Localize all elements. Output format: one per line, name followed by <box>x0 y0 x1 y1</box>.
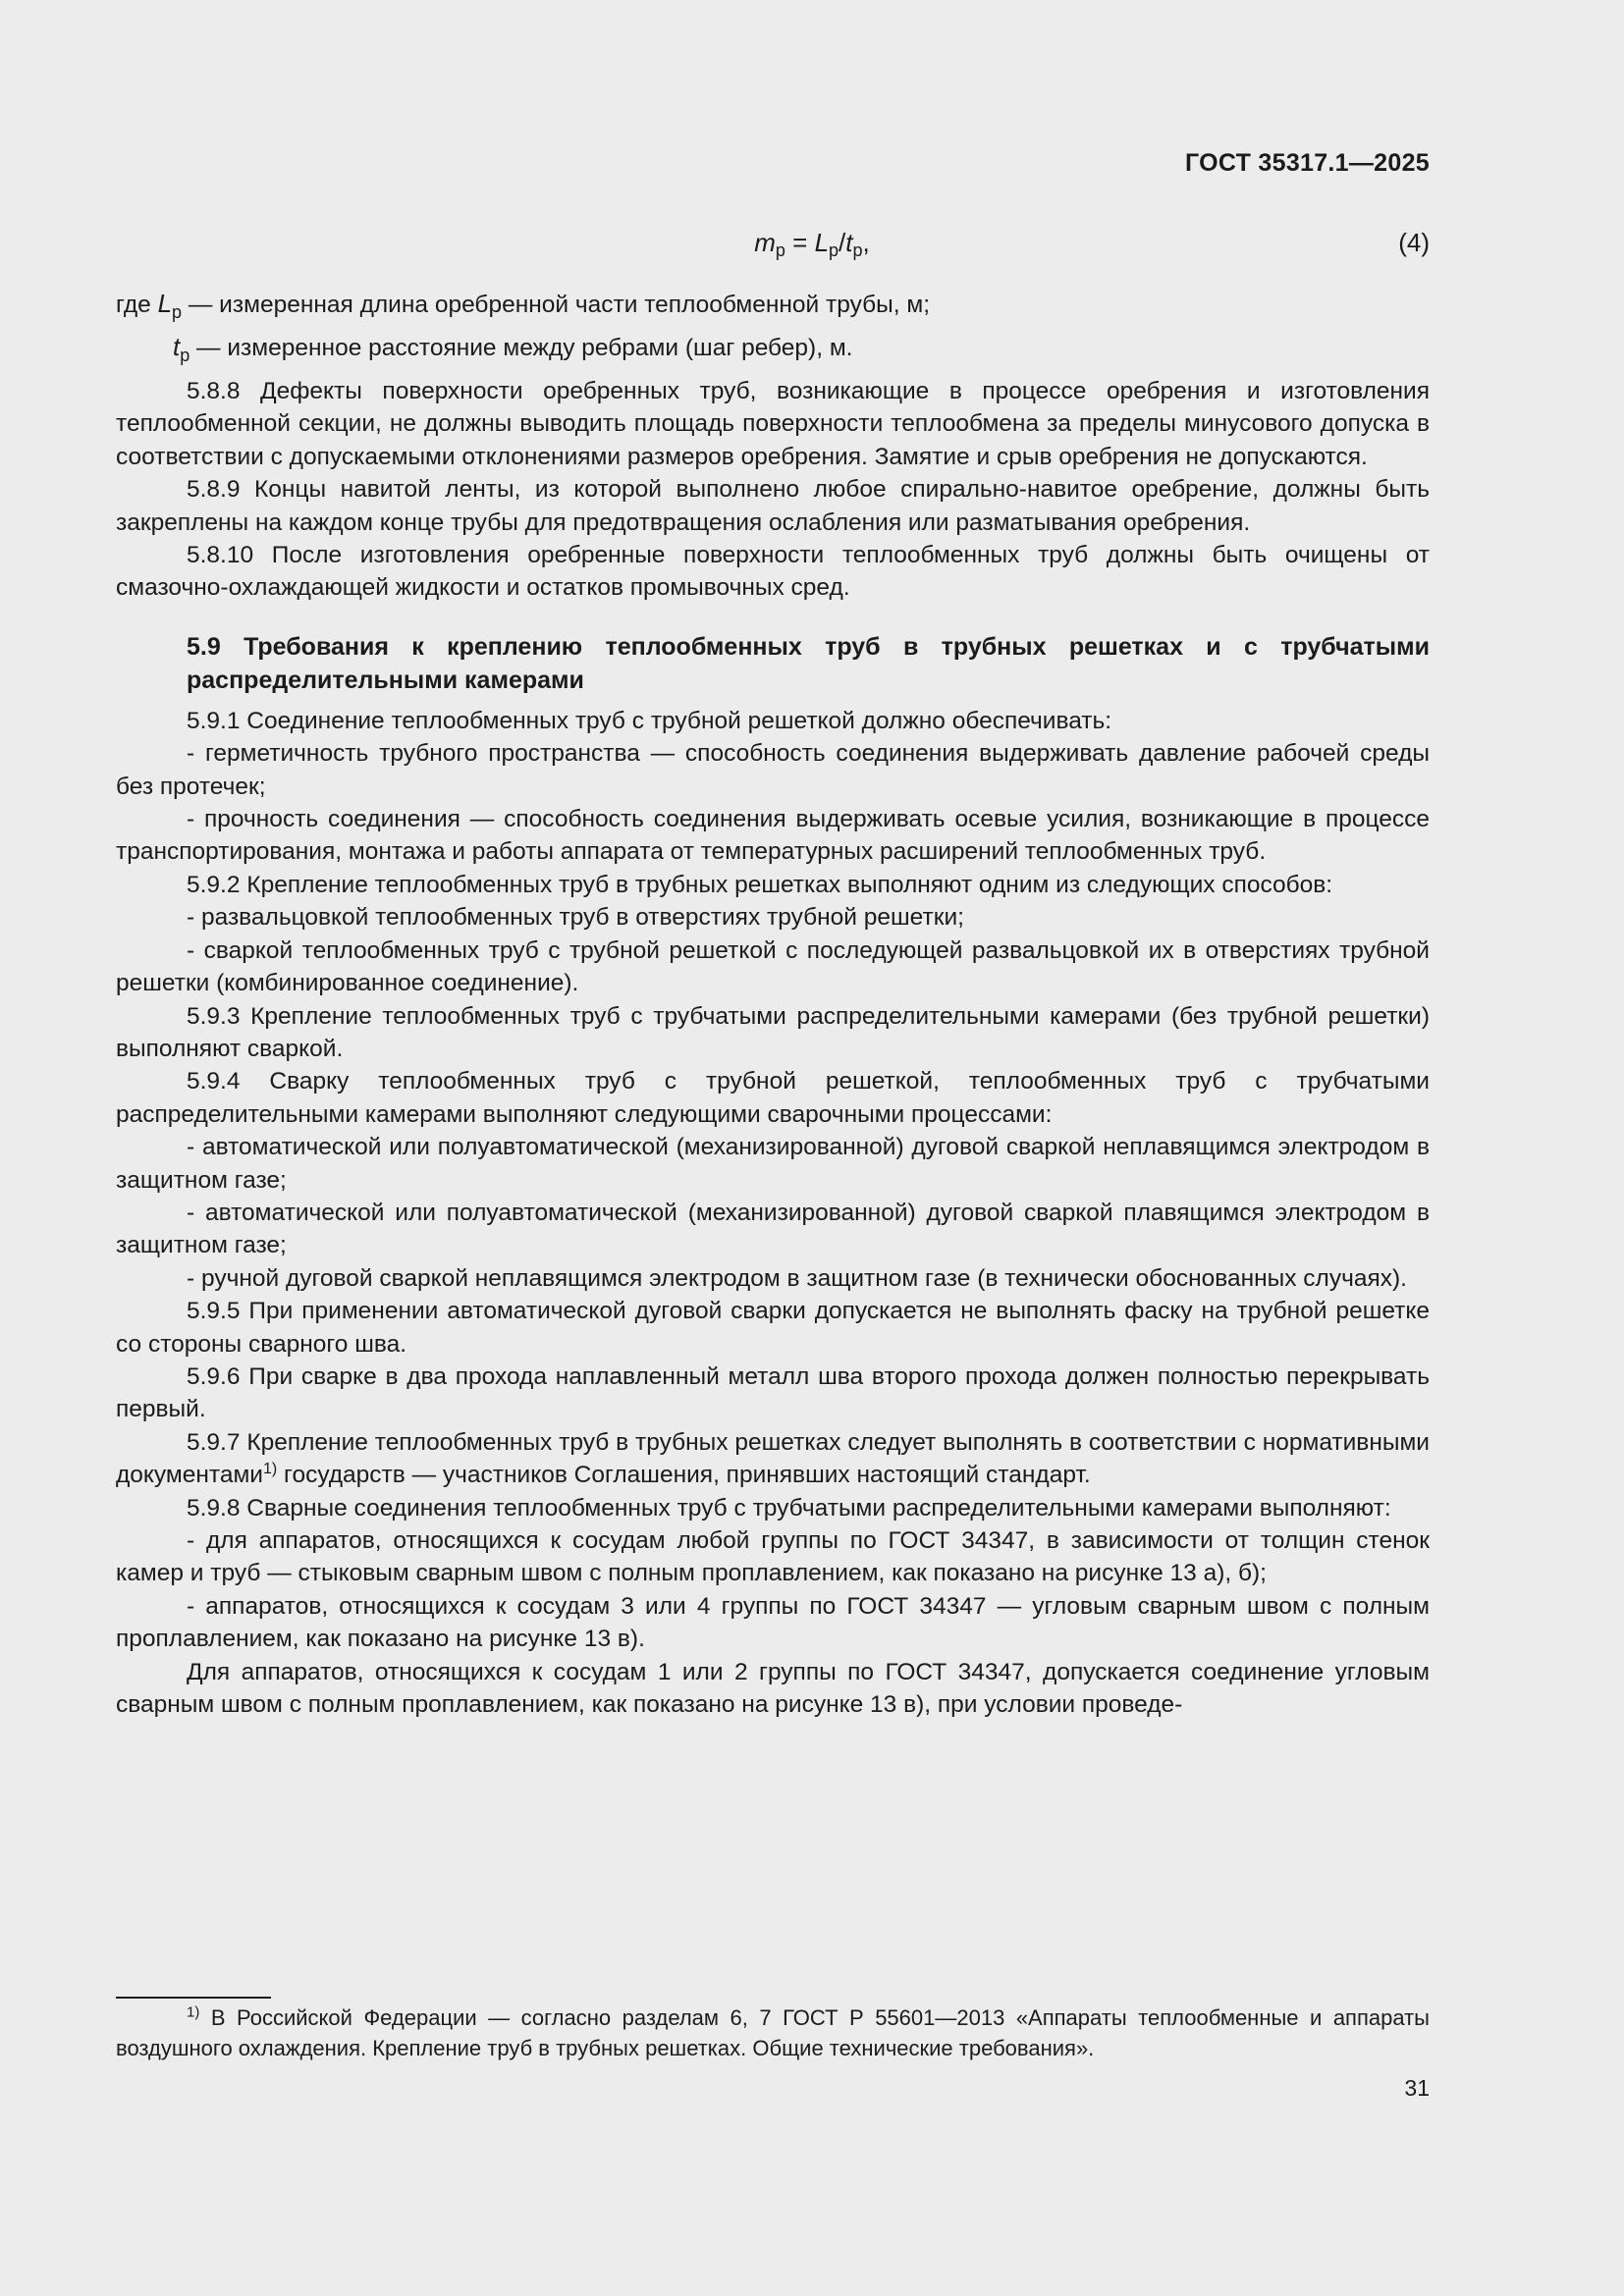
footnote-reference[interactable]: 1) <box>263 1461 278 1478</box>
paragraph: 5.8.8 Дефекты поверхности оребренных труб, возникающие в процессе оребрения и изготовления теплообменной секции, не должны выводить площадь поверхности теплообмена за пределы минусового допуска в соответствии с допускаемыми отклонениями размеров оребрения. Замятие и срыв оребрения не допускаются. <box>116 378 1430 470</box>
paragraph: Для аппаратов, относящихся к сосудам 1 или 2 группы по ГОСТ 34347, допускается соединение угловым сварным швом с полным проплавлением, как показано на рисунке 13 в), при условии проведе- <box>116 1658 1430 1719</box>
list-item: - аппаратов, относящихся к сосудам 3 или 4 группы по ГОСТ 34347 — угловым сварным швом с полным проплавлением, как показано на рисунке 13 в). <box>116 1592 1430 1653</box>
legend-text: — измеренная длина оребренной части теплообменной трубы, м; <box>182 292 931 318</box>
paragraph: 5.9.2 Крепление теплообменных труб в трубных решетках выполняют одним из следующих способов: <box>187 871 1333 898</box>
paragraph: 5.8.9 Концы навитой ленты, из которой выполнено любое спирально-навитое оребрение, должны быть закреплены на каждом конце трубы для предотвращения ослабления или разматывания оребрения. <box>116 476 1430 536</box>
legend-text: — измеренное расстояние между ребрами (шаг ребер), м. <box>189 335 853 361</box>
paragraph: 5.8.10 После изготовления оребренные поверхности теплообменных труб должны быть очищены от смазочно-охлаждающей жидкости и остатков промывочных сред. <box>116 542 1430 602</box>
body-text <box>116 369 1430 1721</box>
footnote-separator <box>116 1997 271 1999</box>
formula-symbol-m: m <box>754 228 776 257</box>
footnote-marker: 1) <box>187 2003 200 2021</box>
legend-row-t <box>116 330 930 373</box>
paragraph: 5.9.5 При применении автоматической дуговой сварки допускается не выполнять фаску на трубной решетке со стороны сварного шва. <box>116 1298 1430 1358</box>
formula-symbol-t: t <box>845 228 853 257</box>
list-item: - автоматической или полуавтоматической (механизированной) дуговой сваркой неплавящимся электродом в защитном газе; <box>116 1134 1430 1194</box>
legend-symbol: L <box>157 289 173 318</box>
formula-legend <box>116 287 930 373</box>
formula-symbol-l: L <box>814 228 830 257</box>
list-item: - ручной дуговой сваркой неплавящимся электродом в защитном газе (в технически обоснованных случаях). <box>187 1264 1407 1292</box>
list-item: - развальцовкой теплообменных труб в отверстиях трубной решетки; <box>187 904 964 932</box>
page-number: 31 <box>1404 2075 1430 2101</box>
formula-number: (4) <box>1398 228 1430 257</box>
list-item: - для аппаратов, относящихся к сосудам любой группы по ГОСТ 34347, в зависимости от толщин стенок камер и труб — стыковым сварным швом с полным проплавлением, как показано на рисунке 13 а), б); <box>116 1527 1430 1587</box>
paragraph: 5.9.4 Сварку теплообменных труб с трубной решеткой, теплообменных труб с трубчатыми распределительными камерами выполняют следующими сварочными процессами: <box>116 1068 1430 1128</box>
legend-prefix: где <box>116 292 158 318</box>
paragraph: 5.9.8 Сварные соединения теплообменных труб с трубчатыми распределительными камерами выполняют: <box>187 1494 1391 1522</box>
list-item: - автоматической или полуавтоматической (механизированной) дуговой сваркой плавящимся электродом в защитном газе; <box>116 1199 1430 1259</box>
paragraph: 5.9.3 Крепление теплообменных труб с трубчатыми распределительными камерами (без трубной решетки) выполняют сваркой. <box>116 1002 1430 1062</box>
legend-symbol: t <box>173 332 181 361</box>
list-item: - сваркой теплообменных труб с трубной решеткой с последующей развальцовкой их в отверстиях трубной решетки (комбинированное соединение). <box>116 936 1430 997</box>
formula-sub-t: р <box>852 240 863 260</box>
paragraph-5-9-7 <box>116 1426 1430 1492</box>
formula-sub-l: р <box>829 240 839 260</box>
list-item: - прочность соединения — способность соединения выдерживать осевые усилия, возникающие в процессе транспортирования, монтажа и работы аппарата от температурных расширений теплообменных труб. <box>116 806 1430 866</box>
document-code: ГОСТ 35317.1—2025 <box>1184 149 1430 177</box>
legend-sub: р <box>180 346 190 365</box>
formula-slash: / <box>839 228 846 257</box>
formula-equals: = <box>785 228 815 257</box>
legend-row-l <box>116 287 930 330</box>
legend-sub: р <box>172 302 183 322</box>
list-item: - герметичность трубного пространства — способность соединения выдерживать давление рабочей среды без протечек; <box>116 740 1430 800</box>
section-heading: 5.9 Требования к креплению теплообменных труб в трубных решетках и с трубчатыми распределительными камерами <box>187 632 1430 694</box>
formula-sub-m: р <box>775 240 785 260</box>
footnote-text <box>116 2002 1430 2063</box>
paragraph-text: государств — участников Соглашения, принявших настоящий стандарт. <box>277 1462 1091 1489</box>
paragraph: 5.9.1 Соединение теплообменных труб с трубной решеткой должно обеспечивать: <box>187 707 1112 734</box>
footnote <box>116 2002 1430 2063</box>
footnote-body: В Российской Федерации — согласно разделам 6, 7 ГОСТ Р 55601—2013 «Аппараты теплообменные и аппараты воздушного охлаждения. Крепление труб в трубных решетках. Общие технические требования». <box>116 2005 1430 2060</box>
paragraph: 5.9.6 При сварке в два прохода наплавленный металл шва второго прохода должен полностью перекрывать первый. <box>116 1362 1430 1423</box>
formula-comma: , <box>862 228 870 257</box>
formula-4 <box>0 228 1624 261</box>
paragraph-text: 5.9.7 Крепление теплообменных труб в трубных решетках следует выполнять в соответствии с нормативными документами <box>116 1428 1430 1489</box>
